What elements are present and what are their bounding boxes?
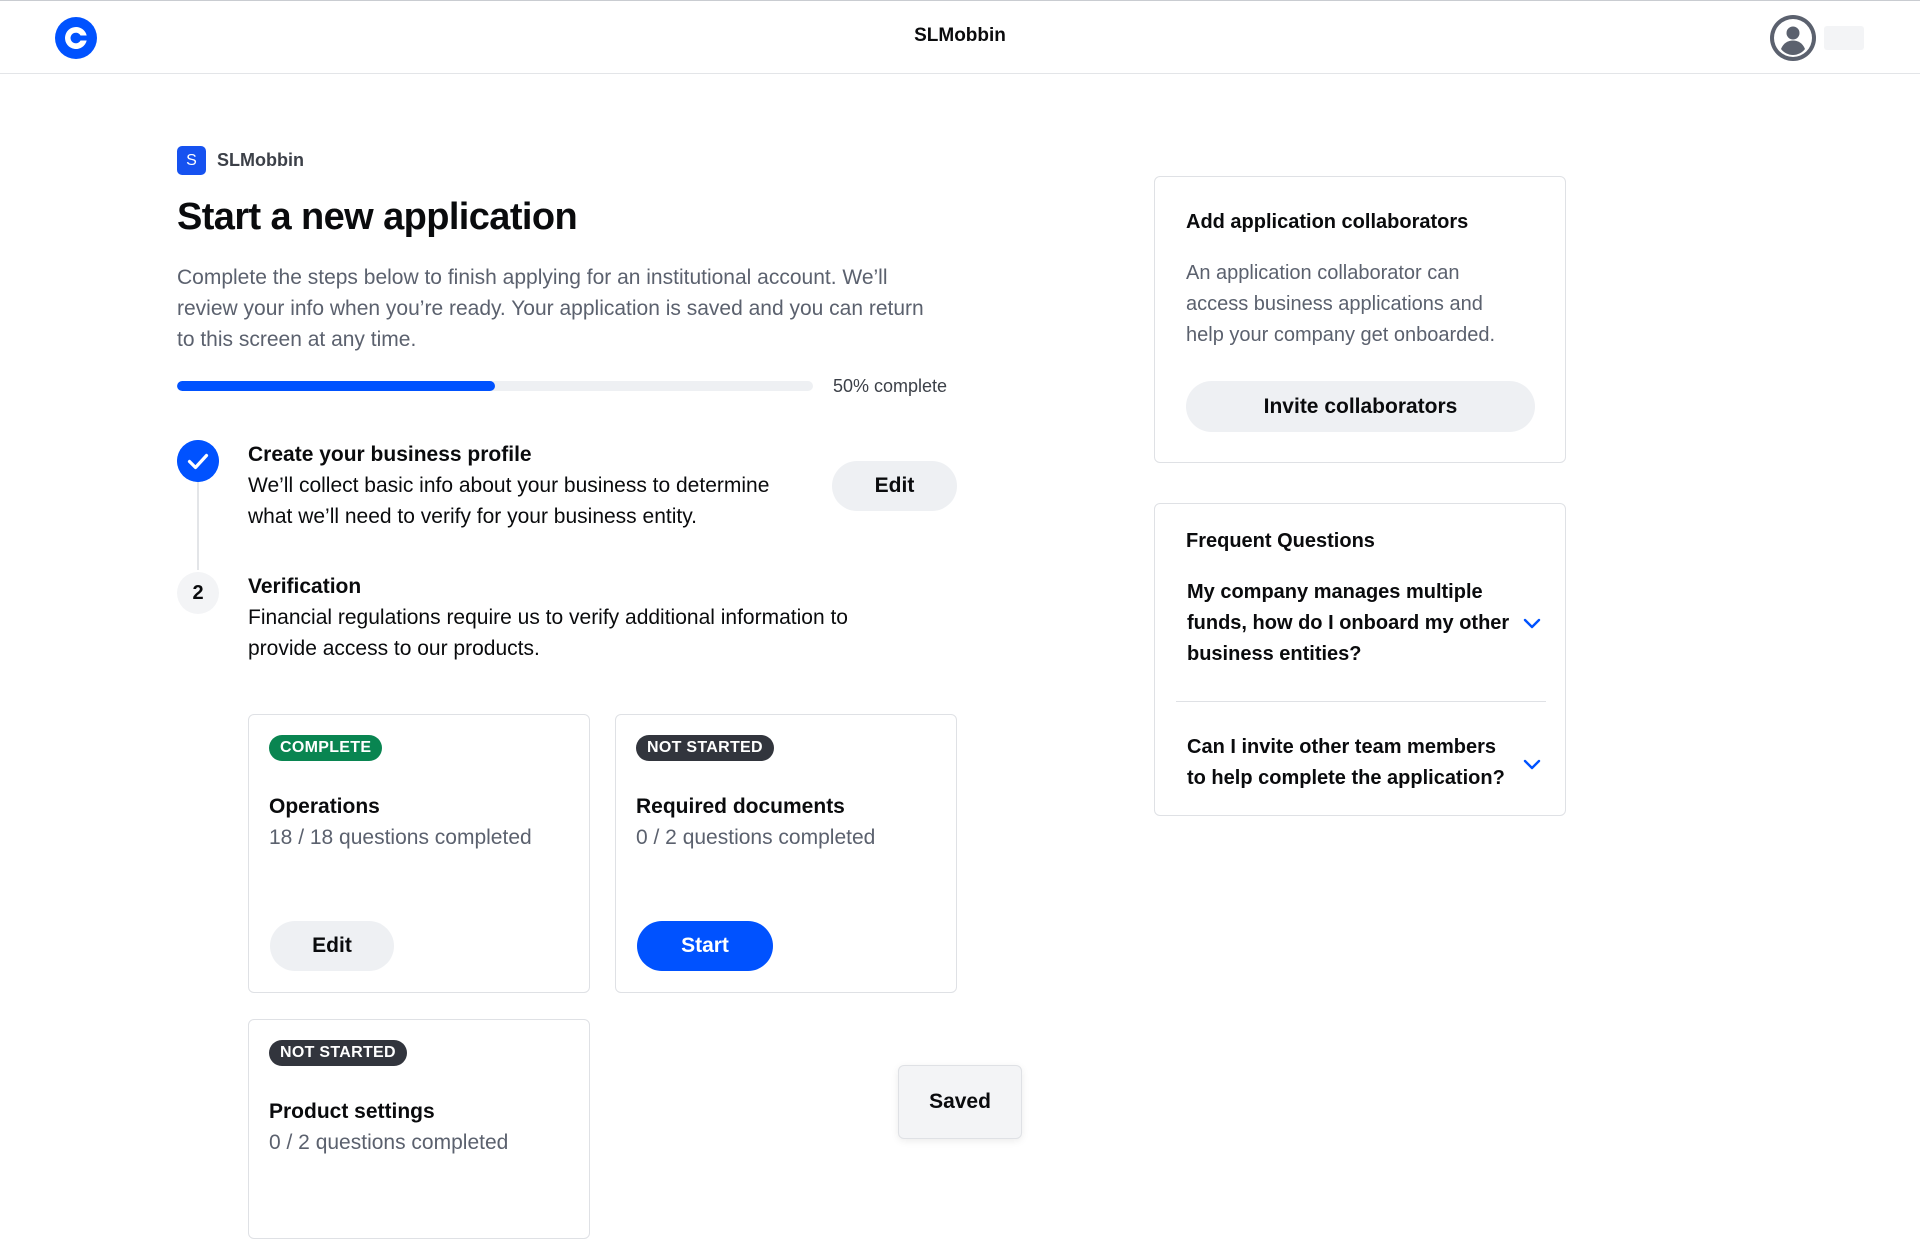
step-title: Create your business profile bbox=[248, 443, 532, 466]
checkmark-icon bbox=[177, 440, 219, 482]
intro-line: review your info when you’re ready. Your application is saved and you can return bbox=[177, 297, 924, 320]
divider bbox=[1176, 701, 1546, 702]
faq-question[interactable] bbox=[1187, 732, 1527, 794]
page-title: Start a new application bbox=[177, 196, 578, 238]
progress-bar bbox=[177, 381, 813, 391]
step-description-line: We’ll collect basic info about your business to determine bbox=[248, 474, 770, 497]
faq-heading: Frequent Questions bbox=[1186, 530, 1375, 552]
task-card-operations bbox=[248, 714, 590, 993]
invite-collaborators-button[interactable]: Invite collaborators bbox=[1186, 381, 1535, 432]
intro-text bbox=[177, 262, 957, 355]
step-description-line: what we’ll need to verify for your business entity. bbox=[248, 505, 697, 528]
status-badge: COMPLETE bbox=[269, 735, 382, 761]
step-description bbox=[248, 470, 769, 532]
step-description-line: Financial regulations require us to verify additional information to bbox=[248, 606, 848, 629]
saved-toast: Saved bbox=[898, 1065, 1022, 1139]
start-required-documents-button[interactable]: Start bbox=[637, 921, 773, 971]
org-name: SLMobbin bbox=[217, 150, 304, 170]
status-badge: NOT STARTED bbox=[269, 1040, 407, 1066]
account-name-placeholder[interactable] bbox=[1824, 26, 1864, 50]
timeline-connector bbox=[197, 478, 199, 570]
step-title: Verification bbox=[248, 575, 362, 598]
collaborators-description-line: An application collaborator can bbox=[1186, 262, 1460, 284]
intro-line: Complete the steps below to finish applying for an institutional account. We’ll bbox=[177, 266, 888, 289]
step-description-line: provide access to our products. bbox=[248, 637, 540, 660]
step-description bbox=[248, 602, 848, 664]
faq-question-line: business entities? bbox=[1187, 643, 1362, 665]
faq-question-line: Can I invite other team members bbox=[1187, 736, 1496, 758]
collaborators-description bbox=[1186, 258, 1546, 351]
progress-fill bbox=[177, 381, 495, 391]
task-progress: 0 / 2 questions completed bbox=[269, 1131, 509, 1154]
chevron-down-icon[interactable] bbox=[1523, 618, 1541, 630]
task-title: Product settings bbox=[269, 1100, 435, 1123]
task-progress: 18 / 18 questions completed bbox=[269, 826, 532, 849]
faq-card bbox=[1154, 503, 1566, 816]
organization-label bbox=[177, 146, 304, 175]
faq-question-line: funds, how do I onboard my other bbox=[1187, 612, 1510, 634]
task-title: Required documents bbox=[636, 795, 845, 818]
top-bar bbox=[0, 0, 1920, 74]
collaborators-description-line: access business applications and bbox=[1186, 293, 1483, 315]
faq-question-line: to help complete the application? bbox=[1187, 767, 1505, 789]
edit-operations-button[interactable]: Edit bbox=[270, 921, 394, 971]
task-card-product-settings bbox=[248, 1019, 590, 1239]
intro-line: to this screen at any time. bbox=[177, 328, 417, 351]
faq-question[interactable] bbox=[1187, 577, 1527, 670]
org-badge: S bbox=[177, 146, 206, 175]
task-card-required-documents bbox=[615, 714, 957, 993]
user-avatar-icon[interactable] bbox=[1769, 14, 1817, 62]
edit-business-profile-button[interactable]: Edit bbox=[832, 461, 957, 511]
task-title: Operations bbox=[269, 795, 380, 818]
progress-label: 50% complete bbox=[833, 376, 948, 396]
app-title: SLMobbin bbox=[914, 25, 1006, 46]
chevron-down-icon[interactable] bbox=[1523, 759, 1541, 771]
collaborators-card bbox=[1154, 176, 1566, 463]
collaborators-heading: Add application collaborators bbox=[1186, 211, 1469, 233]
status-badge: NOT STARTED bbox=[636, 735, 774, 761]
collaborators-description-line: help your company get onboarded. bbox=[1186, 324, 1496, 346]
task-progress: 0 / 2 questions completed bbox=[636, 826, 876, 849]
faq-question-line: My company manages multiple bbox=[1187, 581, 1483, 603]
step-number: 2 bbox=[177, 572, 219, 614]
